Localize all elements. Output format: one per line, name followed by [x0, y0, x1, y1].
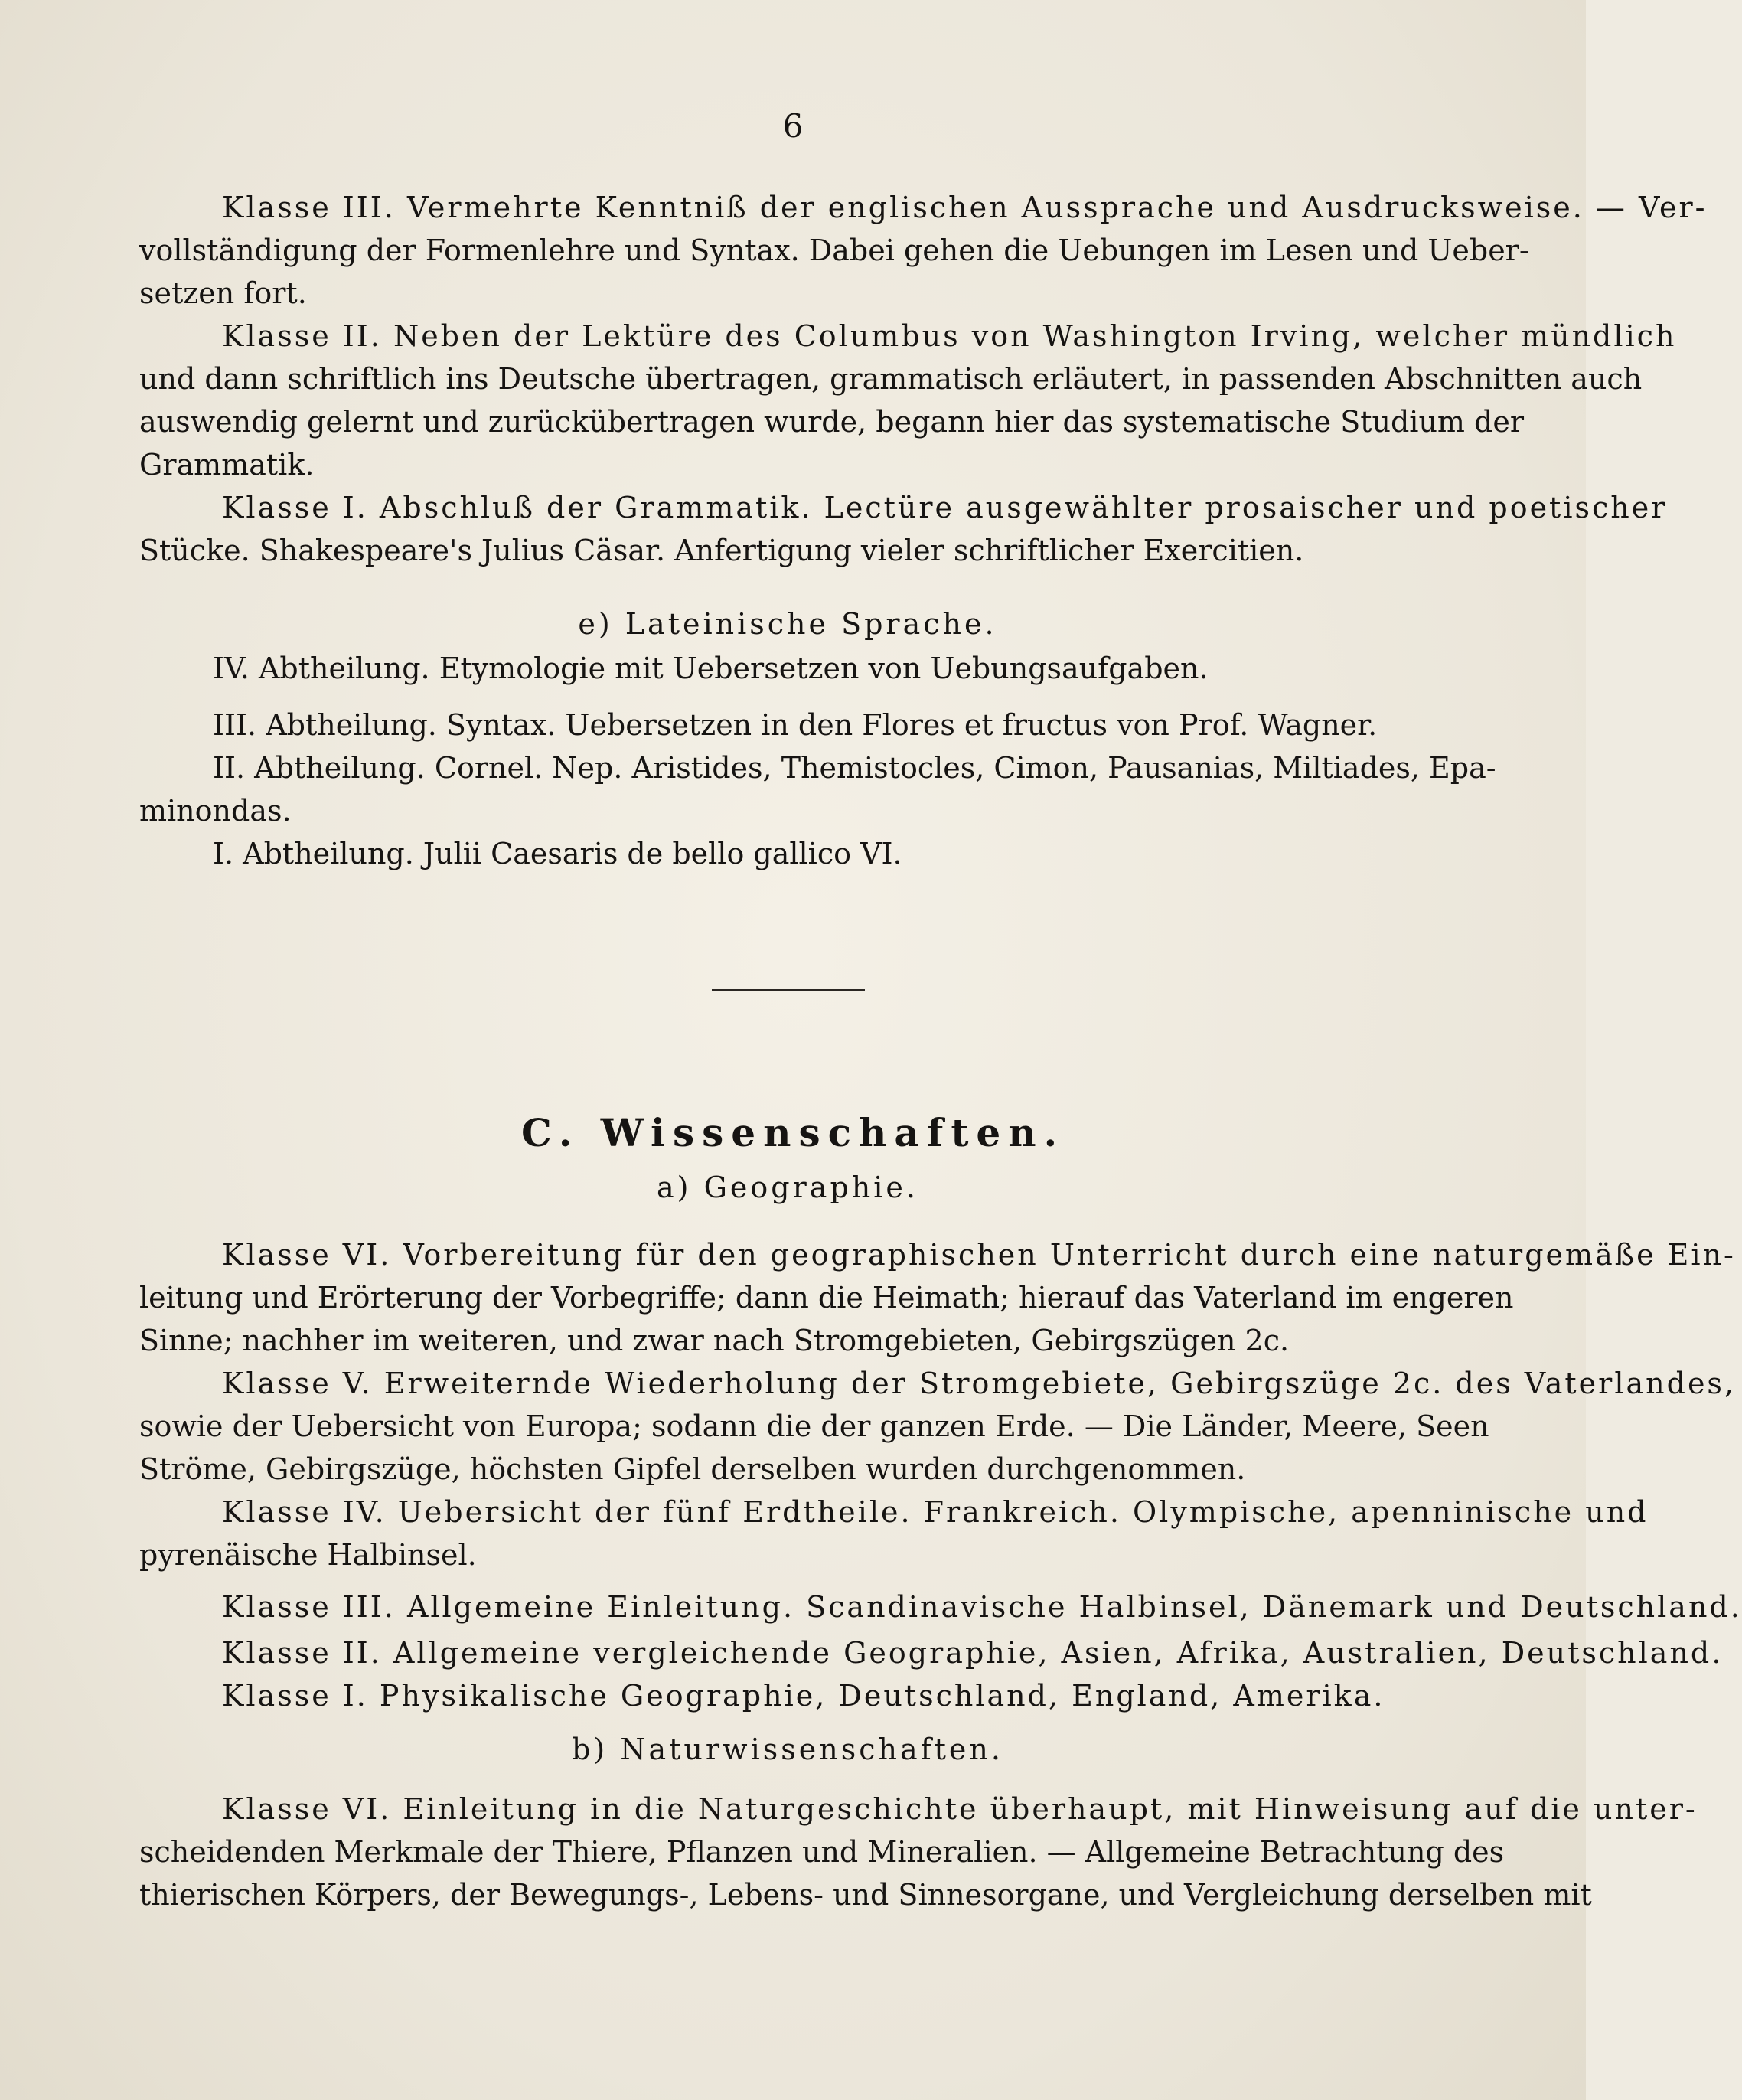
text-line: vollständigung der Formenlehre und Syntax. Dabei gehen die Uebungen im Lesen und Ueber- [139, 234, 1529, 267]
section-heading-natural-sciences: b) Naturwissenschaften. [572, 1733, 1003, 1766]
text-line: I. Abtheilung. Julii Caesaris de bello gallico VI. [213, 837, 902, 870]
section-heading-geography: a) Geographie. [657, 1171, 918, 1204]
text-line: scheidenden Merkmale der Thiere, Pflanzen und Mineralien. — Allgemeine Betrachtung des [139, 1835, 1505, 1869]
latin-curriculum-block [139, 602, 1496, 870]
text-line: pyrenäische Halbinsel. [139, 1538, 477, 1572]
text-line: Klasse I. Abschluß der Grammatik. Lectüre ausgewählter prosaischer und poetischer [222, 491, 1668, 524]
text-line: Grammatik. [139, 448, 315, 482]
text-line: Klasse III. Vermehrte Kenntniß der englischen Aussprache und Ausdrucksweise. — Ver- [222, 191, 1708, 224]
section-divider [712, 989, 865, 991]
section-title-wissenschaften: C. Wissenschaften. [521, 1110, 1065, 1155]
text-line: Klasse VI. Vorbereitung für den geographischen Unterricht durch eine naturgemäße Ein- [222, 1238, 1736, 1272]
text-line: Stücke. Shakespeare's Julius Cäsar. Anfertigung vieler schriftlicher Exercitien. [139, 534, 1304, 567]
text-line: Klasse IV. Uebersicht der fünf Erdtheile. Frankreich. Olympische, apenninische und [222, 1495, 1649, 1529]
text-line: sowie der Uebersicht von Europa; sodann die der ganzen Erde. — Die Länder, Meere, Seen [139, 1409, 1489, 1443]
text-line: und dann schriftlich ins Deutsche übertragen, grammatisch erläutert, in passenden Abschnitten auch [139, 362, 1643, 396]
text-line: IV. Abtheilung. Etymologie mit Uebersetzen von Uebungsaufgaben. [213, 652, 1209, 685]
text-line: Klasse II. Neben der Lektüre des Columbus von Washington Irving, welcher mündlich [222, 319, 1677, 353]
text-line: auswendig gelernt und zurückübertragen wurde, begann hier das systematische Studium der [139, 405, 1525, 439]
page-number: 6 [782, 107, 804, 145]
text-line: Klasse V. Erweiternde Wiederholung der Stromgebiete, Gebirgszüge 2c. des Vaterlandes, [222, 1367, 1737, 1400]
text-line: Klasse I. Physikalische Geographie, Deutschland, England, Amerika. [222, 1679, 1385, 1713]
text-line: Klasse VI. Einleitung in die Naturgeschichte überhaupt, mit Hinweisung auf die unter- [222, 1792, 1698, 1826]
text-line: III. Abtheilung. Syntax. Uebersetzen in den Flores et fructus von Prof. Wagner. [213, 708, 1378, 742]
text-line: thierischen Körpers, der Bewegungs-, Lebens- und Sinnesorgane, und Vergleichung derselben mit [139, 1878, 1592, 1912]
text-line: II. Abtheilung. Cornel. Nep. Aristides, Themistocles, Cimon, Pausanias, Miltiades, Epa- [213, 751, 1496, 785]
text-line: Klasse II. Allgemeine vergleichende Geographie, Asien, Afrika, Australien, Deutschland. [222, 1636, 1724, 1670]
text-line: leitung und Erörterung der Vorbegriffe; dann die Heimath; hierauf das Vaterland im engeren [139, 1281, 1514, 1315]
text-line: minondas. [139, 794, 292, 828]
geography-curriculum-block [139, 1165, 1742, 1716]
text-line: Klasse III. Allgemeine Einleitung. Scandinavische Halbinsel, Dänemark und Deutschland. [222, 1590, 1742, 1624]
text-line: Ströme, Gebirgszüge, höchsten Gipfel derselben wurden durchgenommen. [139, 1452, 1246, 1486]
english-curriculum-block [139, 185, 1708, 583]
text-line: Sinne; nachher im weiteren, und zwar nach Stromgebieten, Gebirgszügen 2c. [139, 1324, 1290, 1357]
text-line: setzen fort. [139, 276, 307, 310]
natural-sciences-curriculum-block [139, 1727, 1698, 1919]
section-heading-latin: e) Lateinische Sprache. [578, 607, 997, 641]
